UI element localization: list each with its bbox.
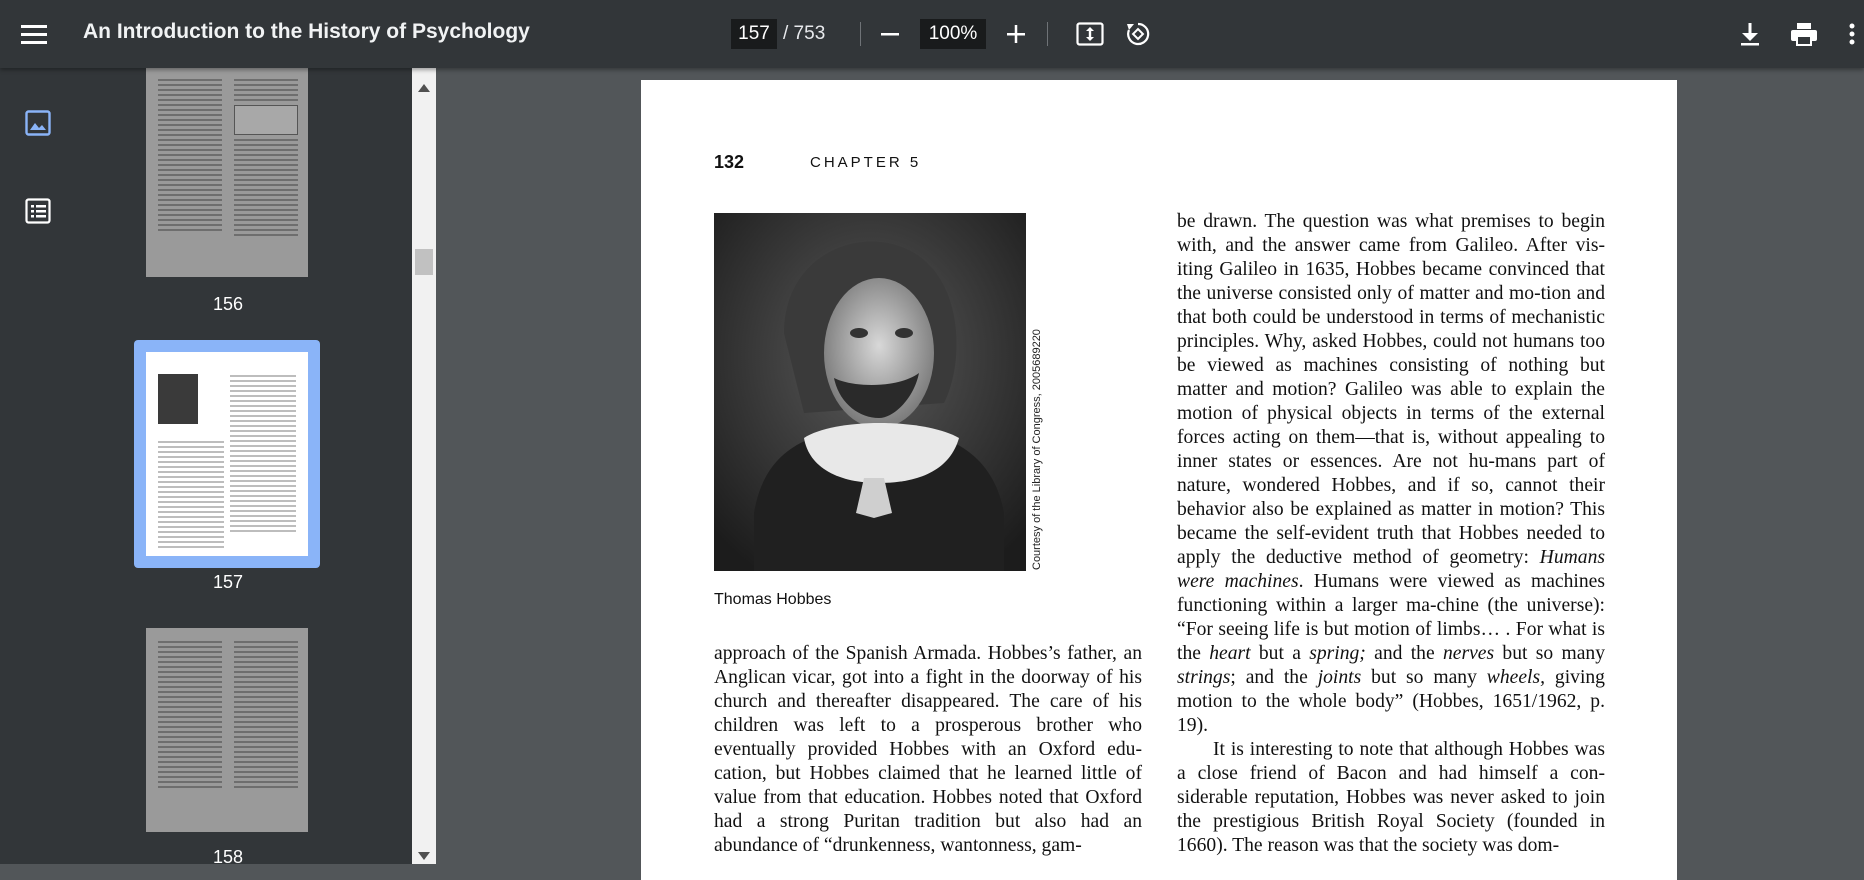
text-run: but so many (1494, 643, 1605, 664)
more-vert-icon[interactable] (1840, 14, 1864, 54)
emphasis: Humans were machines (1177, 547, 1605, 592)
emphasis: heart (1209, 643, 1251, 664)
thumbnail-page-157[interactable] (134, 340, 320, 568)
text-run: but so many (1361, 667, 1487, 688)
rotate-icon[interactable] (1118, 14, 1158, 54)
separator (1047, 22, 1048, 46)
portrait-image (714, 213, 1026, 571)
minus-icon[interactable] (870, 14, 910, 54)
emphasis: joints (1317, 667, 1362, 688)
image-caption: Thomas Hobbes (714, 591, 832, 608)
scroll-up-arrow-icon[interactable] (418, 84, 430, 92)
emphasis: strings (1177, 667, 1231, 688)
plus-icon[interactable] (996, 14, 1036, 54)
left-column-text (714, 642, 1142, 858)
thumbnail-page-158[interactable] (146, 628, 308, 832)
thumbnail-label: 158 (212, 847, 244, 864)
chapter-heading: CHAPTER 5 (810, 154, 922, 171)
scrollbar-thumb[interactable] (415, 249, 433, 275)
text-run: and the (1365, 643, 1443, 664)
paragraph: approach of the Spanish Armada. Hobbes’s father, an Anglican vicar, got into a fight in the doorway of his church and thereafter disappeared. The care of his children was left to a prosperous brother who eventually provided Hobbes with an Oxford edu-cation, but Hobbes claimed that he learned little of value from that education. Hobbes noted that Oxford had a strong Puritan tradition but also had an abundance of “drunkenness, wantonness, gam- (714, 643, 1142, 856)
emphasis: spring; (1309, 643, 1366, 664)
paragraph (1177, 210, 1605, 738)
thumbnail-pane (75, 68, 412, 864)
document-page (641, 80, 1677, 880)
emphasis: wheels, (1486, 667, 1546, 688)
separator (860, 22, 861, 46)
sidebar-rail (0, 68, 75, 864)
thumbnail-scrollbar[interactable] (412, 68, 436, 864)
hamburger-menu-icon[interactable] (14, 14, 54, 54)
text-run: but a (1250, 643, 1310, 664)
thumbnail-label: 156 (212, 294, 244, 314)
right-column-text (1177, 210, 1605, 858)
list-icon[interactable] (25, 198, 51, 229)
toolbar (0, 0, 1864, 68)
page-number-input[interactable]: 157 (731, 19, 777, 49)
print-icon[interactable] (1784, 14, 1824, 54)
thumbnail-label: 157 (212, 572, 244, 592)
page-total: / 753 (783, 23, 826, 44)
image-icon[interactable] (25, 110, 51, 141)
thumbnail-page-156[interactable] (146, 68, 308, 277)
scroll-down-arrow-icon[interactable] (418, 852, 430, 860)
document-title: An Introduction to the History of Psychology (83, 20, 530, 43)
emphasis: nerves (1442, 643, 1495, 664)
text-run: be drawn. The question was what premises to begin with, and the answer came from Galileo. After vis-iting Galileo in 1635, Hobbes became convinced that the universe consisted only of matter and mo-tion and that both could be understood in terms of mechanistic principles. Why, asked Hobbes, could not humans too be viewed as machines consisting of nothing but matter and motion? Galileo was able to explain the motion of physical objects in terms of the external forces acting on them—that is, without appealing to inner states or essences. Are not hu-mans part of nature, wondered Hobbes, and if so, cannot their behavior also be explained as matter in motion? This became the self-evident truth that Hobbes needed to apply the deductive method of geometry: (1177, 211, 1605, 568)
paragraph: It is interesting to note that although Hobbes was a close friend of Bacon and had himself a con-siderable reputation, Hobbes was never asked to join the prestigious British Royal Society (founded in 1660). The reason was that the society was dom- (1177, 739, 1605, 856)
text-run: . Humans were viewed as machines functioning within a larger ma-chine (the universe): “For seeing life is but motion of limbs… . For what is the (1177, 571, 1605, 664)
text-run: ; and the (1230, 667, 1318, 688)
fit-to-page-icon[interactable] (1070, 14, 1110, 54)
page-header-number: 132 (714, 152, 745, 172)
zoom-level-input[interactable]: 100% (920, 19, 986, 49)
text-run: giving motion to the whole body” (Hobbes, 1651/1962, p. 19). (1177, 667, 1605, 736)
download-icon[interactable] (1730, 14, 1770, 54)
image-credit: Courtesy of the Library of Congress, 2005689220 (1031, 329, 1043, 570)
